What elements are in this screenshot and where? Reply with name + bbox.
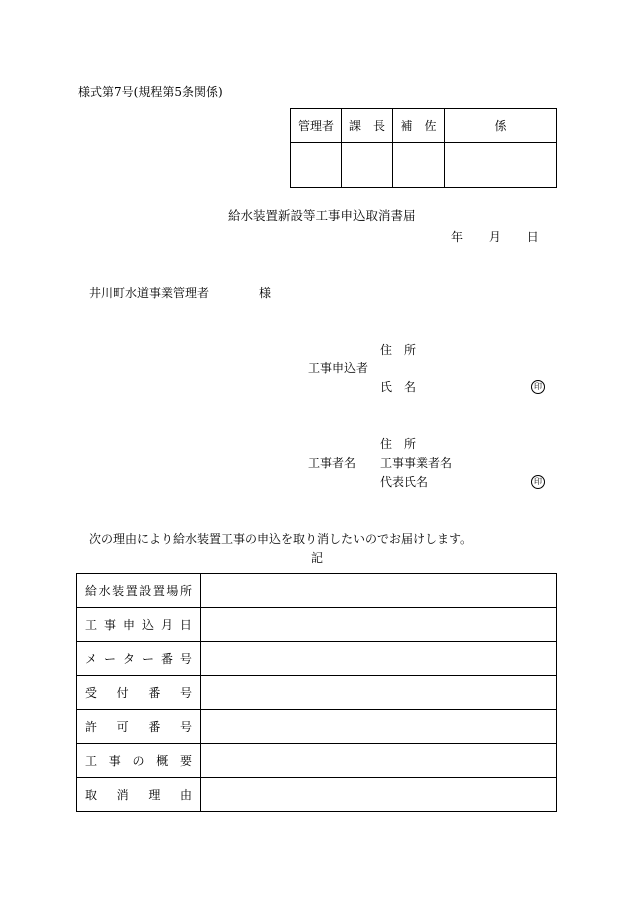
contractor-group-label: 工事者名 bbox=[308, 456, 357, 470]
label-char: 番 bbox=[160, 652, 173, 666]
contractor-address-label: 住 所 bbox=[380, 437, 417, 451]
label-char: 事 bbox=[108, 754, 121, 768]
approval-header-manager: 管理者 bbox=[291, 109, 342, 143]
details-row-label bbox=[77, 778, 201, 812]
approval-header-assistant: 補 佐 bbox=[393, 109, 445, 143]
label-char: 番 bbox=[148, 720, 161, 734]
contractor-seal-mark: 印 bbox=[531, 475, 545, 489]
details-row-value-field[interactable] bbox=[201, 710, 557, 744]
form-number: 様式第7号(規程第5条関係) bbox=[78, 85, 223, 99]
details-row bbox=[77, 676, 557, 710]
label-char: 受 bbox=[85, 686, 98, 700]
label-char: 号 bbox=[179, 686, 192, 700]
label-char: 設 bbox=[139, 584, 152, 598]
date-month-label: 月 bbox=[488, 230, 501, 244]
details-row-label bbox=[77, 676, 201, 710]
date-line bbox=[451, 230, 539, 244]
label-char: 所 bbox=[179, 584, 192, 598]
applicant-name-label: 氏 名 bbox=[380, 380, 417, 394]
applicant-seal-mark: 印 bbox=[531, 380, 545, 394]
date-day-label: 日 bbox=[526, 230, 539, 244]
contractor-representative-label: 代表氏名 bbox=[380, 475, 429, 489]
label-char: ー bbox=[103, 652, 116, 666]
approval-stamp-box-staff[interactable] bbox=[445, 143, 557, 188]
label-char: 工 bbox=[85, 618, 98, 632]
document-title: 給水装置新設等工事申込取消書届 bbox=[228, 208, 416, 223]
details-row-value-field[interactable] bbox=[201, 608, 557, 642]
details-row-label-text bbox=[77, 616, 200, 633]
label-char: 号 bbox=[179, 720, 192, 734]
label-char: 置 bbox=[125, 584, 138, 598]
details-row bbox=[77, 744, 557, 778]
applicant-address-label: 住 所 bbox=[380, 343, 417, 357]
details-row-value-field[interactable] bbox=[201, 574, 557, 608]
details-row-label-text bbox=[77, 752, 200, 769]
details-row bbox=[77, 608, 557, 642]
label-char: 日 bbox=[179, 618, 192, 632]
label-char: 月 bbox=[160, 618, 173, 632]
details-row-label-text bbox=[77, 684, 200, 701]
details-table bbox=[76, 573, 557, 812]
label-char: 可 bbox=[116, 720, 129, 734]
approval-stamp-box-section-chief[interactable] bbox=[342, 143, 393, 188]
approval-stamp-box-assistant[interactable] bbox=[393, 143, 445, 188]
label-char: 場 bbox=[166, 584, 179, 598]
details-row bbox=[77, 710, 557, 744]
approval-stamp-box-manager[interactable] bbox=[291, 143, 342, 188]
details-row-label bbox=[77, 744, 201, 778]
approval-header-staff: 係 bbox=[445, 109, 557, 143]
label-char: 工 bbox=[85, 754, 98, 768]
details-row-label-text bbox=[77, 582, 200, 599]
label-char: 許 bbox=[85, 720, 98, 734]
ki-heading: 記 bbox=[311, 551, 324, 565]
label-char: 置 bbox=[152, 584, 165, 598]
label-char: の bbox=[132, 754, 145, 768]
approval-stamp-table bbox=[290, 108, 557, 188]
label-char: タ bbox=[122, 652, 135, 666]
details-row bbox=[77, 778, 557, 812]
label-char: 込 bbox=[141, 618, 154, 632]
label-char: ー bbox=[141, 652, 154, 666]
applicant-group-label: 工事申込者 bbox=[308, 361, 369, 375]
details-row bbox=[77, 642, 557, 676]
approval-header-section-chief: 課 長 bbox=[342, 109, 393, 143]
details-row-value-field[interactable] bbox=[201, 676, 557, 710]
addressee-name: 井川町水道事業管理者 bbox=[89, 286, 210, 300]
label-char: 概 bbox=[156, 754, 169, 768]
details-row bbox=[77, 574, 557, 608]
addressee bbox=[89, 286, 271, 300]
addressee-honorific: 様 bbox=[259, 286, 272, 300]
label-char: 取 bbox=[85, 788, 98, 802]
details-row-value-field[interactable] bbox=[201, 642, 557, 676]
details-row-value-field[interactable] bbox=[201, 744, 557, 778]
label-char: 番 bbox=[148, 686, 161, 700]
notice-text: 次の理由により給水装置工事の申込を取り消したいのでお届けします。 bbox=[89, 532, 473, 546]
label-char: 事 bbox=[103, 618, 116, 632]
details-row-label-text bbox=[77, 786, 200, 803]
label-char: 理 bbox=[148, 788, 161, 802]
label-char: 由 bbox=[179, 788, 192, 802]
label-char: 号 bbox=[179, 652, 192, 666]
label-char: 消 bbox=[116, 788, 129, 802]
label-char: 付 bbox=[116, 686, 129, 700]
details-row-label-text bbox=[77, 650, 200, 667]
label-char: 要 bbox=[179, 754, 192, 768]
contractor-company-label: 工事事業者名 bbox=[380, 456, 453, 470]
details-row-label bbox=[77, 574, 201, 608]
date-year-label: 年 bbox=[451, 230, 464, 244]
details-row-label bbox=[77, 642, 201, 676]
label-char: 給 bbox=[85, 584, 98, 598]
details-row-label bbox=[77, 608, 201, 642]
details-row-label bbox=[77, 710, 201, 744]
label-char: メ bbox=[85, 652, 98, 666]
details-row-value-field[interactable] bbox=[201, 778, 557, 812]
label-char: 装 bbox=[112, 584, 125, 598]
label-char: 申 bbox=[122, 618, 135, 632]
label-char: 水 bbox=[98, 584, 111, 598]
details-row-label-text bbox=[77, 718, 200, 735]
